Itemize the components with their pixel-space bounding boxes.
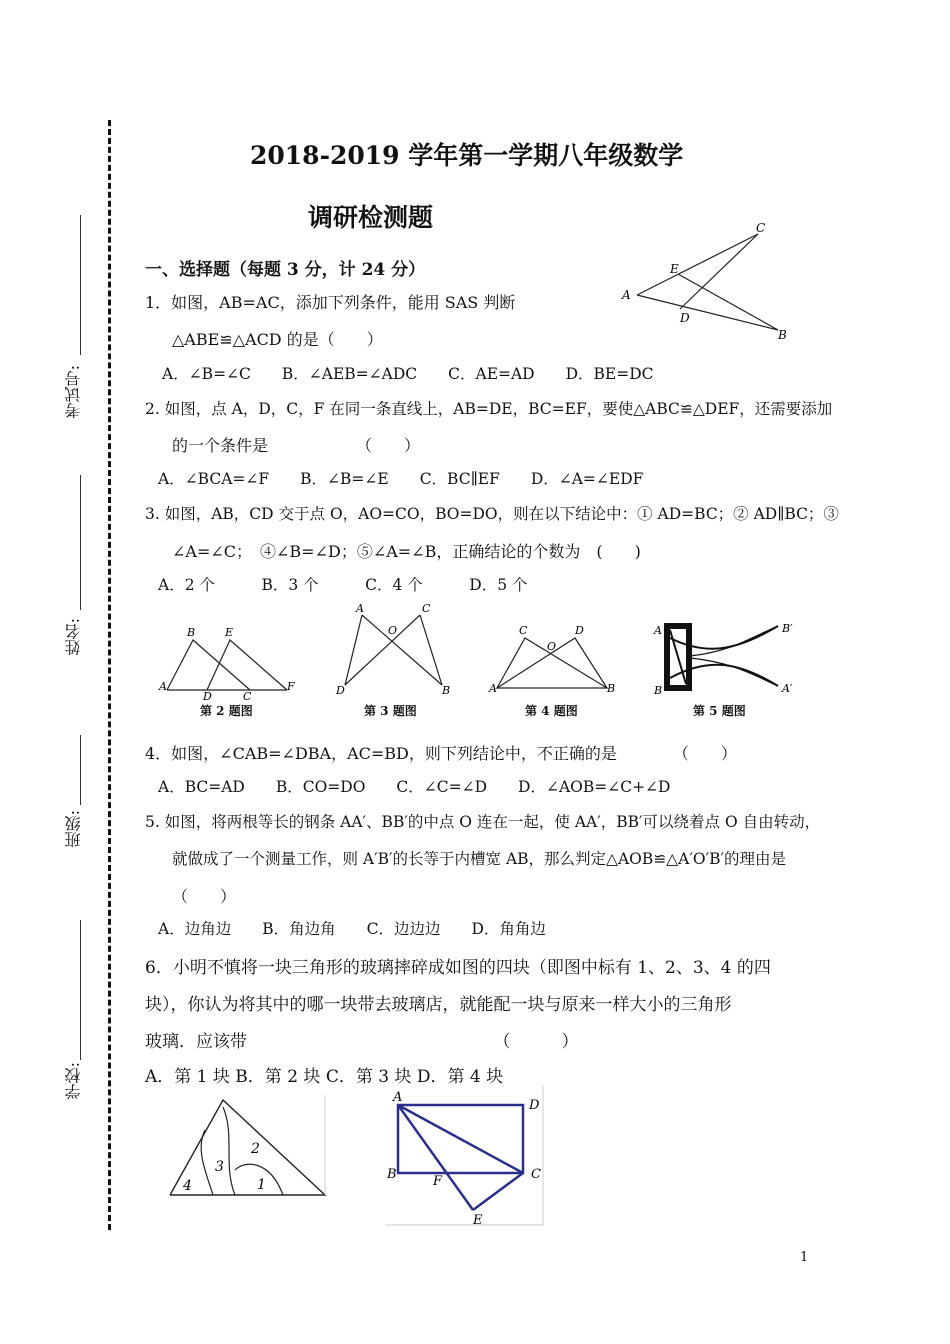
question-1-options: A．∠B=∠C B．∠AEB=∠ADC C．AE=AD D．BE=DC (162, 365, 654, 383)
class-label: 班级: (64, 810, 83, 848)
fig7-label-a: A (393, 1090, 403, 1105)
figure-q1 (610, 222, 800, 347)
fig7-label-f: F (433, 1174, 443, 1189)
school-label: 学校: (64, 1062, 83, 1100)
school-rule (80, 920, 81, 1060)
question-5-line-1: 5. 如图，将两根等长的钢条 AA′、BB′的中点 O 连在一起，使 AA′，BB′可以绕着点 O 自由转动， (145, 813, 821, 831)
fig6-label-3: 3 (215, 1159, 224, 1175)
question-1-line-2: △ABE≌△ACD 的是（ ） (172, 330, 383, 349)
figure-q4 (485, 620, 625, 700)
question-4-options: A．BC=AD B．CO=DO C．∠C=∠D D．∠AOB=∠C+∠D (158, 778, 671, 796)
fig3-label-c: C (422, 602, 431, 615)
question-4-line-1: 4．如图，∠CAB=∠DBA，AC=BD，则下列结论中，不正确的是 （ ） (145, 744, 737, 763)
fig2-label-b: B (187, 626, 196, 639)
fig7-label-e: E (473, 1213, 483, 1227)
page-title: 2018-2019 学年第一学期八年级数学 (250, 141, 684, 170)
fig4-label-c: C (519, 624, 528, 637)
fig4-label-b: B (607, 682, 616, 695)
question-6-line-1: 6．小明不慎将一块三角形的玻璃摔碎成如图的四块（即图中标有 1、2、3、4 的四 (145, 958, 771, 978)
question-2-line-2: 的一个条件是 （ ） (172, 436, 421, 455)
fig1-label-d: D (680, 311, 690, 325)
fig3-label-d: D (336, 684, 345, 697)
figure-q6-triangle (165, 1095, 330, 1200)
question-2-line-1: 2. 如图，点 A，D，C，F 在同一条直线上，AB=DE，BC=EF，要使△ABC≌△DEF，还需要添加 (145, 400, 833, 418)
caption-fig3: 第 3 题图 (364, 704, 417, 718)
fig1-label-b: B (778, 328, 787, 342)
fig7-label-b: B (387, 1167, 397, 1182)
fig6-label-2: 2 (251, 1141, 260, 1157)
fig2-label-c: C (243, 690, 252, 700)
section-heading: 一、选择题（每题 3 分，计 24 分） (145, 260, 426, 280)
fig3-label-b: B (442, 684, 451, 697)
fig2-label-f: F (287, 680, 295, 693)
fig2-label-e: E (225, 626, 234, 639)
page-subtitle: 调研检测题 (308, 203, 434, 232)
question-3-options: A．2 个 B．3 个 C．4 个 D．5 个 (158, 576, 528, 594)
caption-fig5: 第 5 题图 (693, 704, 746, 718)
fig4-label-d: D (575, 624, 584, 637)
fig5-label-a-prime: A′ (782, 682, 793, 695)
figure-q5 (650, 618, 800, 700)
fig1-label-c: C (756, 222, 766, 235)
binding-dashed-line (108, 120, 111, 1230)
question-5-line-2: 就做成了一个测量工作，则 A′B′的长等于内槽宽 AB，那么判定△AOB≌△A′O′B′的理由是 (172, 850, 787, 868)
fig2-label-a: A (159, 680, 167, 693)
question-1-line-1: 1．如图，AB=AC，添加下列条件，能用 SAS 判断 (145, 293, 516, 312)
fig4-label-a: A (489, 682, 497, 695)
figure-q2 (155, 620, 305, 700)
name-rule (80, 475, 81, 610)
fig5-label-b: B (654, 684, 663, 697)
fig3-label-a: A (356, 602, 364, 615)
fig2-label-d: D (203, 690, 212, 700)
question-6-line-3: 玻璃．应该带 （ ） (145, 1032, 579, 1052)
fig5-label-b-prime: B′ (782, 622, 793, 635)
fig7-label-c: C (531, 1167, 541, 1182)
question-6-options: A．第 1 块 B．第 2 块 C．第 3 块 D．第 4 块 (145, 1067, 504, 1087)
question-3-line-2: ∠A=∠C； ④∠B=∠D；⑤∠A=∠B，正确结论的个数为 ( ) (172, 542, 641, 561)
caption-fig4: 第 4 题图 (525, 704, 578, 718)
caption-fig2: 第 2 题图 (200, 704, 253, 718)
page-number: 1 (800, 1250, 809, 1265)
fig1-label-a: A (622, 288, 631, 302)
fig5-label-a: A (654, 624, 662, 637)
question-3-line-1: 3. 如图，AB，CD 交于点 O，AO=CO，BO=DO，则在以下结论中：① AD=BC；② AD∥BC；③ (145, 505, 839, 523)
exam-no-label: 考试号: (64, 365, 83, 419)
class-rule (80, 735, 81, 805)
question-6-line-2: 块），你认为将其中的哪一块带去玻璃店，就能配一块与原来一样大小的三角形 (145, 995, 732, 1015)
fig1-label-e: E (670, 262, 679, 276)
question-5-options: A．边角边 B．角边角 C．边边边 D．角角边 (158, 920, 546, 938)
fig4-label-o: O (547, 640, 557, 653)
question-2-options: A．∠BCA=∠F B．∠B=∠E C．BC∥EF D．∠A=∠EDF (158, 470, 644, 488)
fig7-label-d: D (529, 1098, 540, 1113)
name-label: 姓名: (64, 618, 83, 656)
fig3-label-o: O (388, 624, 398, 637)
fig6-label-4: 4 (183, 1178, 192, 1194)
question-5-line-3: （ ） (172, 887, 237, 906)
exam-no-rule (80, 215, 81, 355)
figure-q3 (330, 600, 460, 700)
fig6-label-1: 1 (257, 1177, 266, 1193)
figure-q6-rectangle (385, 1085, 545, 1227)
